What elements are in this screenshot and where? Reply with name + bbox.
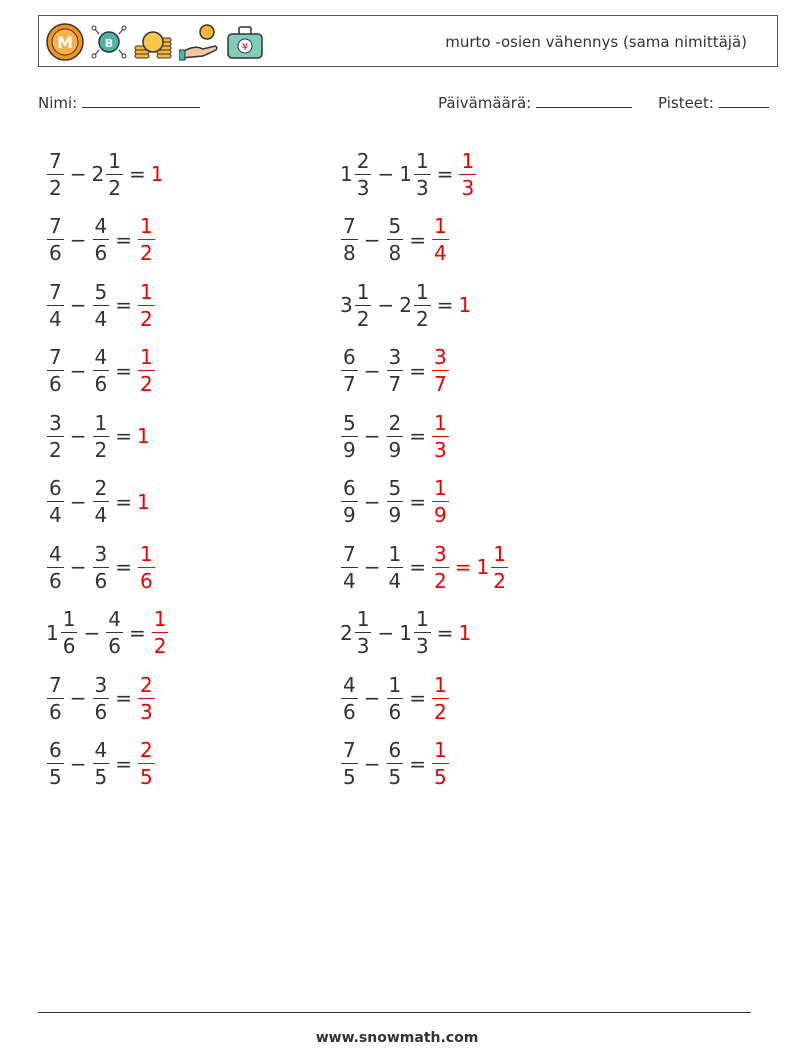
numerator: 2 xyxy=(356,148,370,173)
numerator: 1 xyxy=(415,279,429,304)
numerator: 7 xyxy=(49,279,62,304)
minus-sign: − xyxy=(69,489,87,514)
denominator: 5 xyxy=(343,765,356,789)
denominator: 2 xyxy=(493,568,506,593)
problem-17 xyxy=(46,667,156,729)
denominator: 2 xyxy=(94,437,108,462)
denominator: 9 xyxy=(388,503,402,527)
equals-sign: = xyxy=(115,358,132,383)
denominator: 4 xyxy=(49,306,62,331)
numerator: 1 xyxy=(356,279,370,304)
fraction xyxy=(432,672,449,724)
fraction xyxy=(491,541,508,593)
numerator: 1 xyxy=(434,476,447,500)
minus-sign: − xyxy=(363,358,381,383)
minus-sign: − xyxy=(69,227,87,252)
fraction xyxy=(47,672,64,724)
equals-sign: = xyxy=(115,686,132,710)
equals-sign: = xyxy=(115,424,132,448)
bitcoin-network-icon xyxy=(91,22,127,62)
problem-6 xyxy=(340,274,472,336)
equals-sign: = xyxy=(409,555,426,579)
problem-13 xyxy=(46,536,156,598)
fraction xyxy=(138,740,155,787)
numerator: 7 xyxy=(343,541,356,566)
denominator: 2 xyxy=(108,175,121,200)
equals-sign: = xyxy=(436,620,454,645)
minus-sign: − xyxy=(363,424,381,448)
answer xyxy=(476,541,509,593)
fraction xyxy=(432,541,449,593)
numerator: 1 xyxy=(94,410,108,435)
denominator: 6 xyxy=(388,699,402,724)
minus-sign: − xyxy=(69,751,87,776)
whole-number: 1 xyxy=(399,620,412,645)
denominator: 6 xyxy=(140,568,153,593)
answer xyxy=(137,347,156,394)
numerator: 1 xyxy=(388,541,402,566)
fraction xyxy=(47,216,64,263)
score-blank[interactable] xyxy=(719,93,769,108)
score-label: Pisteet: xyxy=(658,94,714,112)
fraction xyxy=(47,410,64,462)
answer xyxy=(431,541,450,593)
answer xyxy=(431,740,450,787)
name-label: Nimi: xyxy=(38,94,78,112)
name-field[interactable] xyxy=(38,93,200,112)
fraction xyxy=(414,279,431,331)
equals-sign: = xyxy=(128,162,146,186)
minus-sign: − xyxy=(83,620,101,645)
whole-number: 1 xyxy=(458,620,472,645)
numerator: 1 xyxy=(434,410,447,435)
answer xyxy=(431,478,450,525)
denominator: 3 xyxy=(356,175,370,200)
numerator: 1 xyxy=(415,148,429,173)
minus-sign: − xyxy=(69,293,87,317)
answer xyxy=(137,541,156,593)
monero-letter: M xyxy=(57,33,73,52)
numerator: 4 xyxy=(94,345,108,369)
fraction xyxy=(138,672,155,724)
fraction xyxy=(432,740,449,787)
denominator: 5 xyxy=(49,765,62,789)
denominator: 2 xyxy=(49,437,62,462)
numerator: 6 xyxy=(388,738,402,762)
equals-sign: = xyxy=(115,751,132,776)
denominator: 6 xyxy=(94,568,108,593)
numerator: 6 xyxy=(343,345,356,369)
numerator: 5 xyxy=(94,279,108,304)
whole-number: 1 xyxy=(137,489,150,514)
fraction xyxy=(93,672,110,724)
fraction xyxy=(152,609,169,656)
numerator: 7 xyxy=(343,214,356,238)
numerator: 3 xyxy=(94,541,108,566)
fraction xyxy=(387,672,404,724)
minus-sign: − xyxy=(69,424,87,448)
numerator: 3 xyxy=(434,541,447,566)
denominator: 4 xyxy=(49,503,62,527)
minus-sign: − xyxy=(377,620,395,645)
problem-12 xyxy=(340,471,450,533)
denominator: 5 xyxy=(434,765,447,789)
numerator: 7 xyxy=(49,214,62,238)
whole-number: 1 xyxy=(46,620,59,645)
numerator: 1 xyxy=(140,541,153,566)
fraction xyxy=(47,347,64,394)
numerator: 7 xyxy=(49,345,62,369)
equals-sign: = xyxy=(454,555,472,579)
denominator: 2 xyxy=(140,241,153,265)
worksheet-header xyxy=(38,15,778,67)
denominator: 4 xyxy=(94,503,108,527)
whole-number: 2 xyxy=(399,293,412,317)
fraction xyxy=(93,347,110,394)
fraction xyxy=(106,609,123,656)
numerator: 7 xyxy=(49,148,62,173)
whole-number: 1 xyxy=(476,555,490,579)
whole-number: 2 xyxy=(91,162,105,186)
money-bag-icon xyxy=(225,22,265,62)
footer-url: www.snowmath.com xyxy=(315,1030,479,1046)
denominator: 2 xyxy=(49,175,62,200)
fraction xyxy=(138,279,155,331)
fraction xyxy=(93,410,110,462)
numerator: 2 xyxy=(140,738,153,762)
answer xyxy=(137,672,156,724)
equals-sign: = xyxy=(115,489,132,514)
denominator: 8 xyxy=(343,241,356,265)
answer xyxy=(137,279,156,331)
footer-divider xyxy=(38,1012,751,1013)
denominator: 4 xyxy=(343,568,356,593)
numerator: 1 xyxy=(434,214,447,238)
fraction xyxy=(106,148,123,200)
numerator: 7 xyxy=(343,738,356,762)
fraction xyxy=(93,740,110,787)
answer xyxy=(431,672,450,724)
equals-sign: = xyxy=(115,293,132,317)
denominator: 7 xyxy=(434,372,447,396)
denominator: 6 xyxy=(49,372,62,396)
fraction xyxy=(341,478,358,525)
equals-sign: = xyxy=(409,489,426,514)
score-field[interactable] xyxy=(658,93,769,112)
date-label: Päivämäärä: xyxy=(438,94,532,112)
fraction xyxy=(414,148,431,200)
answer xyxy=(137,490,151,514)
minus-sign: − xyxy=(69,686,87,710)
denominator: 6 xyxy=(94,241,108,265)
fraction xyxy=(432,410,449,462)
header-icons xyxy=(45,22,265,62)
name-blank[interactable] xyxy=(82,93,200,108)
fraction xyxy=(355,609,372,656)
denominator: 9 xyxy=(343,437,356,462)
denominator: 6 xyxy=(62,634,76,658)
hand-coin-icon xyxy=(179,22,219,62)
answer xyxy=(137,424,151,448)
denominator: 6 xyxy=(94,699,108,724)
denominator: 3 xyxy=(434,437,447,462)
fraction xyxy=(93,541,110,593)
denominator: 2 xyxy=(356,306,370,331)
bitcoin-letter: B xyxy=(104,37,114,50)
equals-sign: = xyxy=(409,424,426,448)
denominator: 2 xyxy=(434,568,447,593)
problem-3 xyxy=(46,209,156,271)
numerator: 4 xyxy=(343,672,356,697)
fraction xyxy=(138,541,155,593)
whole-number: 2 xyxy=(340,620,353,645)
numerator: 4 xyxy=(108,607,121,631)
numerator: 3 xyxy=(388,345,402,369)
minus-sign: − xyxy=(69,555,87,579)
numerator: 3 xyxy=(49,410,62,435)
whole-number: 1 xyxy=(458,293,472,317)
denominator: 5 xyxy=(94,765,108,789)
problem-18 xyxy=(340,667,450,729)
problem-16 xyxy=(340,602,472,664)
equals-sign: = xyxy=(409,227,426,252)
answer xyxy=(151,609,170,656)
numerator: 4 xyxy=(94,214,108,238)
problem-20 xyxy=(340,733,450,795)
equals-sign: = xyxy=(128,620,146,645)
denominator: 4 xyxy=(94,306,108,331)
numerator: 1 xyxy=(415,607,429,631)
answer xyxy=(151,162,165,186)
fraction xyxy=(387,478,404,525)
numerator: 2 xyxy=(94,476,108,500)
fraction xyxy=(47,478,64,525)
minus-sign: − xyxy=(363,686,381,710)
fraction xyxy=(93,216,110,263)
denominator: 9 xyxy=(343,503,356,527)
denominator: 3 xyxy=(415,634,429,658)
problem-9 xyxy=(46,405,151,467)
monero-coin-icon xyxy=(45,22,85,62)
answer xyxy=(431,216,450,263)
fraction xyxy=(432,216,449,263)
denominator: 2 xyxy=(140,372,153,396)
numerator: 4 xyxy=(49,541,62,566)
whole-number: 3 xyxy=(340,293,353,317)
fraction xyxy=(341,410,358,462)
numerator: 7 xyxy=(49,672,62,697)
numerator: 5 xyxy=(388,214,402,238)
numerator: 6 xyxy=(49,476,62,500)
whole-number: 1 xyxy=(137,424,150,448)
answer xyxy=(431,410,450,462)
numerator: 3 xyxy=(434,345,447,369)
denominator: 5 xyxy=(140,765,153,789)
numerator: 1 xyxy=(62,607,76,631)
answer xyxy=(458,148,477,200)
numerator: 1 xyxy=(140,279,153,304)
problem-5 xyxy=(46,274,156,336)
denominator: 3 xyxy=(140,699,153,724)
fraction xyxy=(93,279,110,331)
problem-8 xyxy=(340,340,450,402)
numerator: 5 xyxy=(343,410,356,435)
fraction xyxy=(459,148,476,200)
fraction xyxy=(47,541,64,593)
denominator: 3 xyxy=(356,634,370,658)
fraction xyxy=(387,541,404,593)
equals-sign: = xyxy=(409,686,426,710)
answer xyxy=(431,347,450,394)
answer xyxy=(137,216,156,263)
fraction xyxy=(432,347,449,394)
fraction xyxy=(47,740,64,787)
denominator: 6 xyxy=(49,568,62,593)
numerator: 3 xyxy=(94,672,108,697)
minus-sign: − xyxy=(377,162,395,186)
date-blank[interactable] xyxy=(536,93,632,108)
denominator: 5 xyxy=(388,765,402,789)
denominator: 2 xyxy=(140,306,153,331)
numerator: 1 xyxy=(434,672,447,697)
minus-sign: − xyxy=(363,555,381,579)
equals-sign: = xyxy=(436,162,454,186)
whole-number: 1 xyxy=(399,162,412,186)
numerator: 1 xyxy=(493,541,506,566)
denominator: 6 xyxy=(108,634,121,658)
numerator: 2 xyxy=(388,410,402,435)
fraction xyxy=(414,609,431,656)
denominator: 2 xyxy=(434,699,447,724)
minus-sign: − xyxy=(363,227,381,252)
fraction xyxy=(93,478,110,525)
fraction xyxy=(341,541,358,593)
answer xyxy=(137,740,156,787)
problem-15 xyxy=(46,602,169,664)
problem-7 xyxy=(46,340,156,402)
numerator: 6 xyxy=(49,738,62,762)
denominator: 7 xyxy=(388,372,402,396)
denominator: 3 xyxy=(461,175,475,200)
date-field[interactable] xyxy=(438,93,632,112)
fraction xyxy=(387,410,404,462)
fraction xyxy=(387,347,404,394)
numerator: 1 xyxy=(356,607,370,631)
numerator: 1 xyxy=(434,738,447,762)
denominator: 2 xyxy=(153,634,167,658)
numerator: 1 xyxy=(140,214,153,238)
problem-2 xyxy=(340,143,477,205)
denominator: 8 xyxy=(388,241,402,265)
fraction xyxy=(47,148,64,200)
fraction xyxy=(341,216,358,263)
equals-sign: = xyxy=(436,293,454,317)
denominator: 2 xyxy=(415,306,429,331)
numerator: 1 xyxy=(140,345,153,369)
fraction xyxy=(138,347,155,394)
worksheet-title: murto -osien vähennys (sama nimittäjä) xyxy=(445,33,747,51)
denominator: 6 xyxy=(49,699,62,724)
bag-letter: ¥ xyxy=(241,42,249,53)
fraction xyxy=(341,740,358,787)
fraction xyxy=(61,609,78,656)
problem-4 xyxy=(340,209,450,271)
numerator: 1 xyxy=(388,672,402,697)
equals-sign: = xyxy=(409,751,426,776)
answer xyxy=(458,293,472,317)
problem-11 xyxy=(46,471,151,533)
denominator: 4 xyxy=(388,568,402,593)
whole-number: 1 xyxy=(340,162,353,186)
numerator: 1 xyxy=(153,607,167,631)
problem-14 xyxy=(340,536,509,598)
minus-sign: − xyxy=(363,489,381,514)
denominator: 6 xyxy=(94,372,108,396)
whole-number: 1 xyxy=(150,162,164,186)
denominator: 7 xyxy=(343,372,356,396)
coin-stacks-icon xyxy=(133,22,173,62)
fraction xyxy=(387,216,404,263)
minus-sign: − xyxy=(69,358,87,383)
minus-sign: − xyxy=(363,751,381,776)
fraction xyxy=(355,148,372,200)
equals-sign: = xyxy=(409,358,426,383)
minus-sign: − xyxy=(69,162,87,186)
fraction xyxy=(355,279,372,331)
denominator: 6 xyxy=(343,699,356,724)
equals-sign: = xyxy=(115,555,132,579)
fraction xyxy=(341,672,358,724)
fraction xyxy=(47,279,64,331)
equals-sign: = xyxy=(115,227,132,252)
denominator: 3 xyxy=(415,175,429,200)
fraction xyxy=(138,216,155,263)
denominator: 6 xyxy=(49,241,62,265)
denominator: 4 xyxy=(434,241,447,265)
numerator: 6 xyxy=(343,476,356,500)
denominator: 9 xyxy=(434,503,447,527)
problem-1 xyxy=(46,143,164,205)
fraction xyxy=(432,478,449,525)
numerator: 1 xyxy=(108,148,121,173)
denominator: 9 xyxy=(388,437,402,462)
numerator: 5 xyxy=(388,476,402,500)
answer xyxy=(458,621,472,645)
fraction xyxy=(387,740,404,787)
fraction xyxy=(341,347,358,394)
numerator: 4 xyxy=(94,738,108,762)
minus-sign: − xyxy=(377,293,395,317)
numerator: 2 xyxy=(140,672,153,697)
numerator: 1 xyxy=(461,148,475,173)
problem-19 xyxy=(46,733,156,795)
problem-10 xyxy=(340,405,450,467)
